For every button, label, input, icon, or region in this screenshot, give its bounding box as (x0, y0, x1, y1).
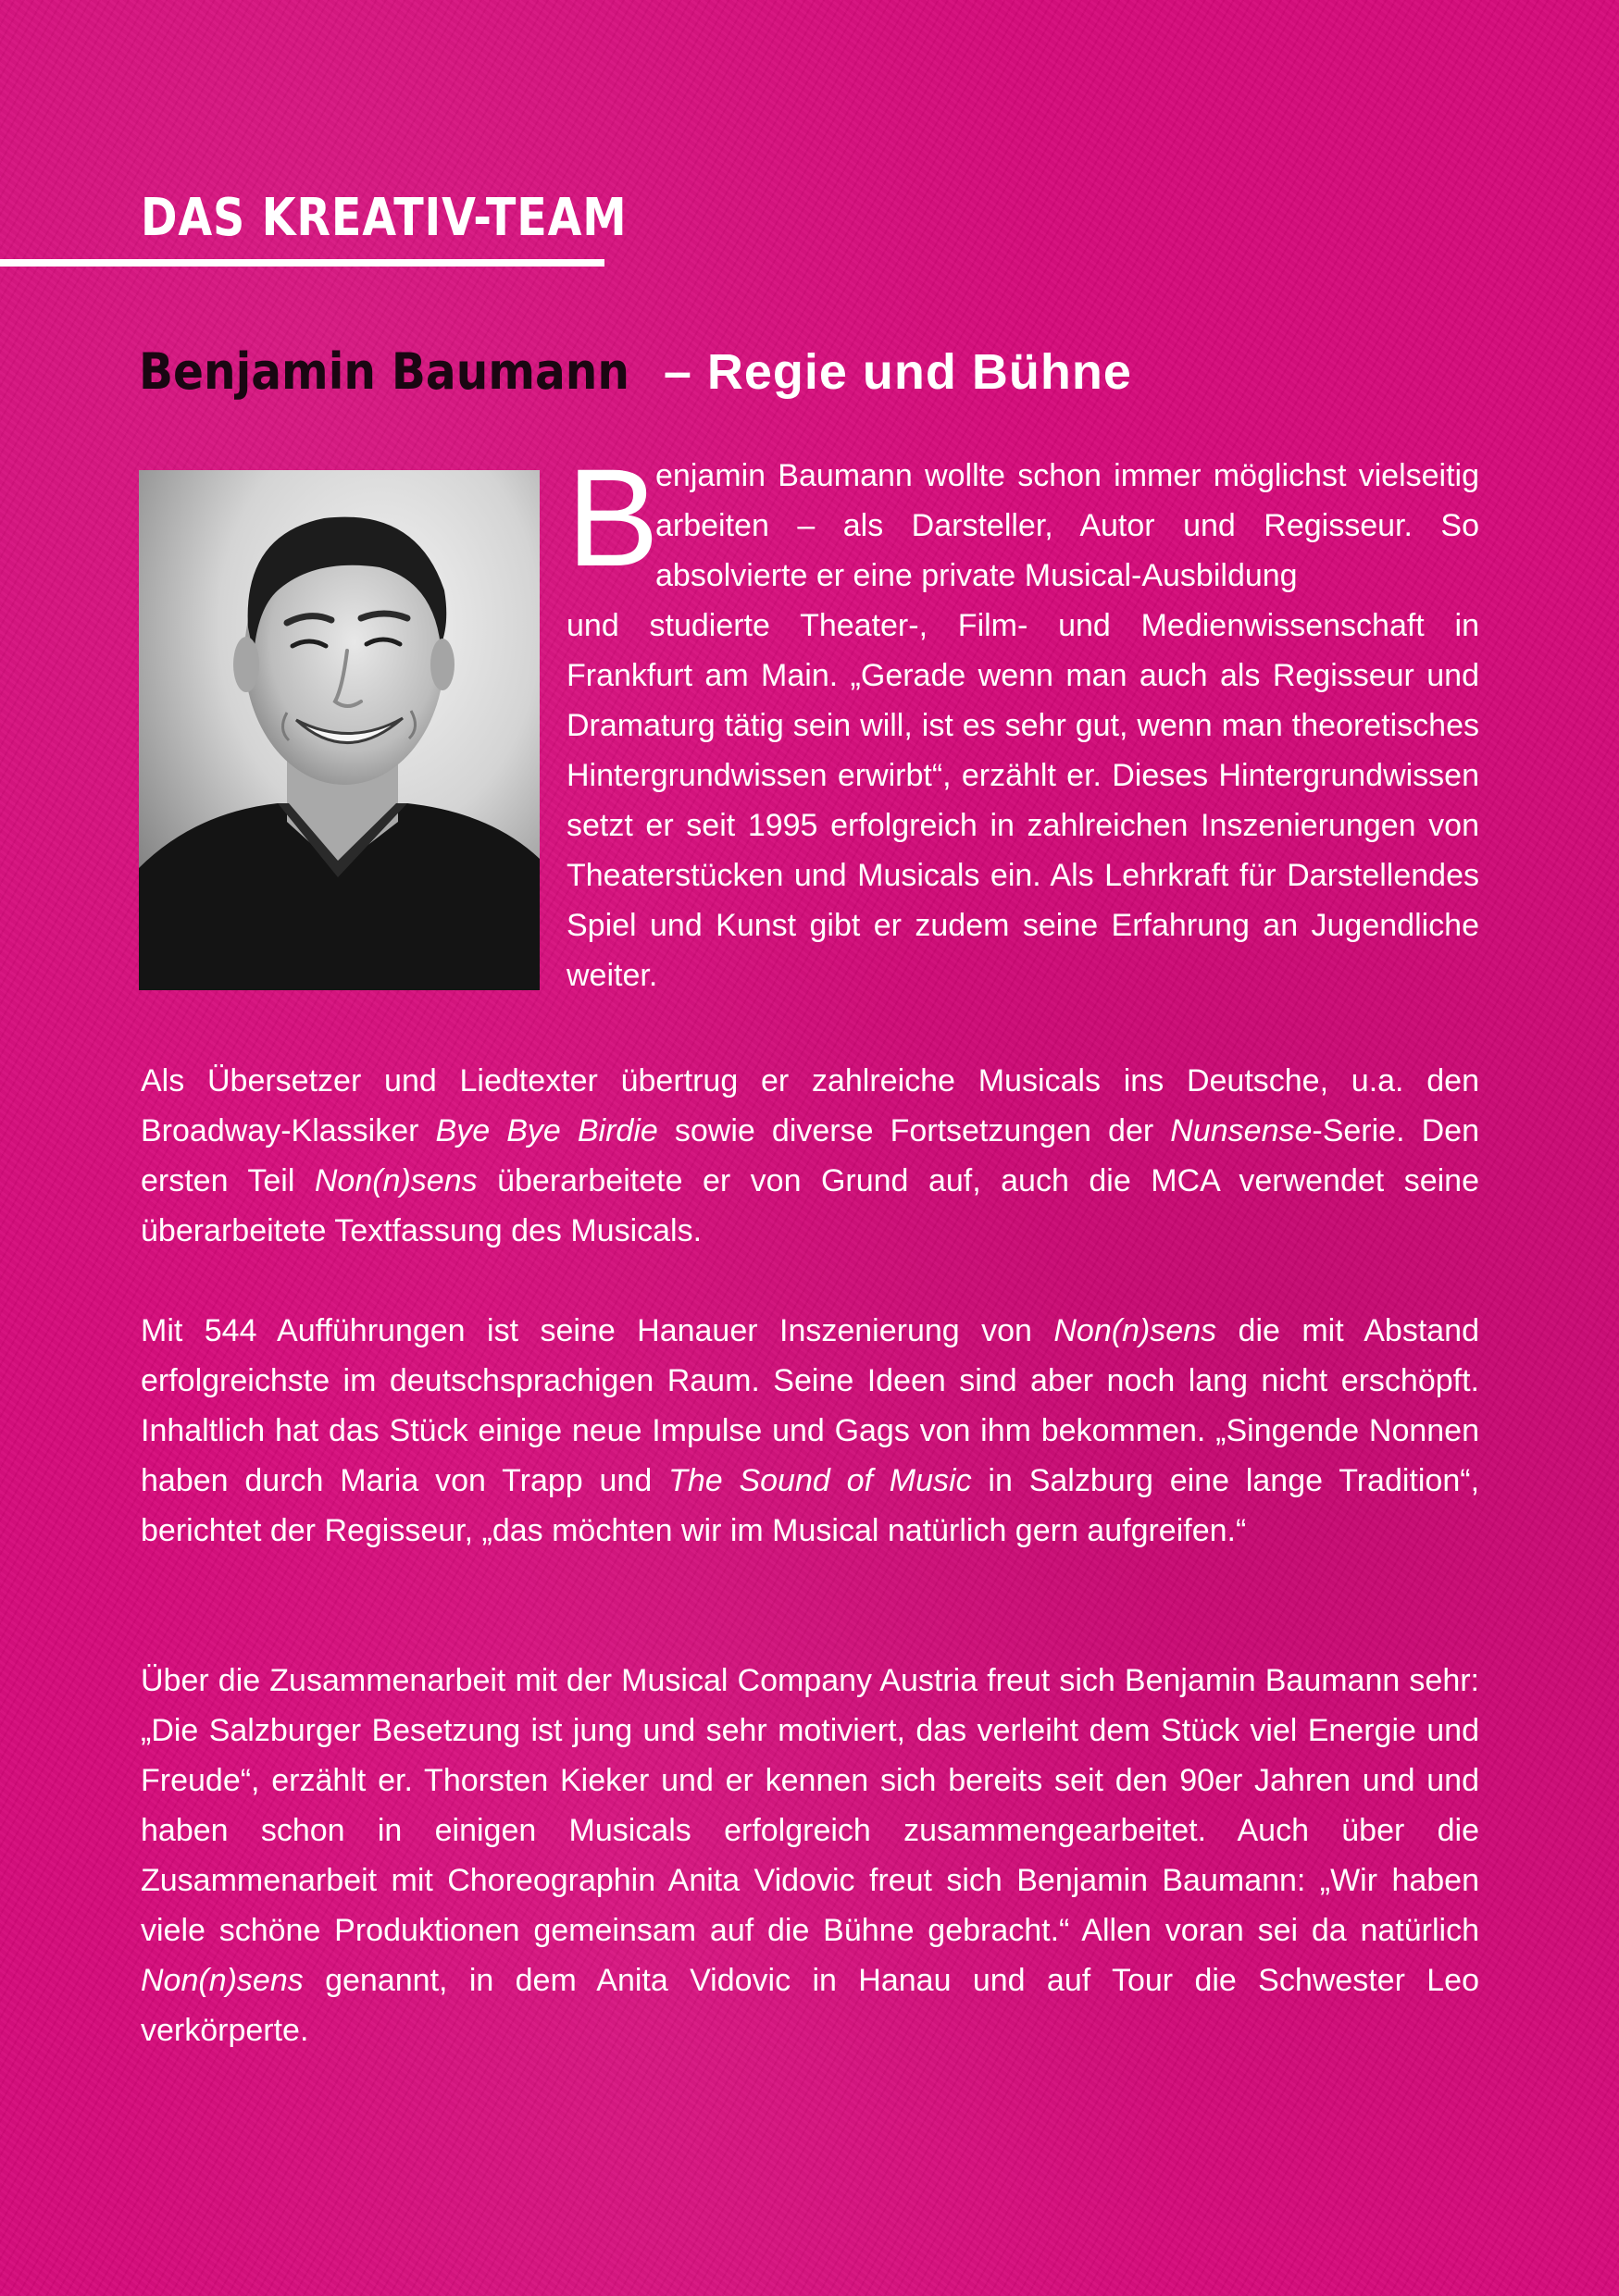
person-role: – Regie und Bühne (648, 344, 1132, 400)
person-heading (139, 342, 1132, 402)
text-run: überarbeitete er von Grund auf, auch die MCA verwendet seine überarbeitete Textfassung des Musicals. (141, 1163, 1480, 1248)
portrait-illustration (139, 470, 540, 990)
title-bye-bye-birdie: Bye Bye Birdie (435, 1113, 658, 1148)
text-run: -Serie. Den ersten Teil (141, 1113, 1479, 1198)
text-run: genannt, in dem Anita Vidovic in Hanau und auf Tour die Schwester Leo verkörperte. (141, 1963, 1479, 2048)
paragraph-collaboration (141, 1656, 1479, 2055)
drop-cap: B (567, 440, 660, 595)
person-name: Benjamin Baumann (139, 342, 629, 401)
title-nonnsens: Non(n)sens (314, 1163, 478, 1198)
portrait-photo (139, 470, 540, 990)
text-run: Als Übersetzer und Liedtexter übertrug er zahlreiche Musicals ins Deutsche, u.a. den Broadway-Klassiker (141, 1063, 1479, 1148)
title-nonnsens: Non(n)sens (141, 1963, 304, 1998)
title-sound-of-music: The Sound of Music (668, 1463, 972, 1498)
text-run: Mit 544 Aufführungen ist seine Hanauer Inszenierung von (141, 1313, 1054, 1348)
section-title: DAS KREATIV-TEAM (141, 188, 628, 248)
text-run: Über die Zusammenarbeit mit der Musical Company Austria freut sich Benjamin Baumann sehr: „Die Salzburger Besetzung ist jung und sehr motiviert, das verleiht dem Stück viel Energie und Freude“, erzählt er. Thorsten Kieker und er kennen sich bereits seit den 90er Jahren und und haben schon in einigen Musicals erfolgreich zusammengearbeitet. Auch über die Zusammenarbeit mit Choreographin Anita Vidovic freut sich Benjamin Baumann: „Wir haben viele schöne Produktionen gemeinsam auf die Bühne gebracht.“ Allen voran sei da natürlich (141, 1663, 1479, 1948)
title-underline (0, 259, 604, 267)
text-run: in Salzburg eine lange Tradition“, berichtet der Regisseur, „das möchten wir im Musical natürlich gern aufgreifen.“ (141, 1463, 1480, 1548)
paragraph-translations (141, 1056, 1479, 1256)
intro-first-lines: enjamin Baumann wollte schon immer möglichst vielseitig arbeiten – als Darsteller, Autor und Regisseur. So absolvierte er eine private Musical-Ausbildung (655, 458, 1479, 593)
text-run: die mit Abstand erfolgreichste im deutschsprachigen Raum. Seine Ideen sind aber noch lang nicht erschöpft. Inhaltlich hat das Stück einige neue Impulse und Gags von ihm bekommen. „Singende Nonnen haben durch Maria von Trapp und (141, 1313, 1479, 1498)
paragraph-hanau-production (141, 1306, 1479, 1556)
intro-paragraph: und studierte Theater-, Film- und Medienwissenschaft in Frankfurt am Main. „Gerade wenn man auch als Regisseur und Dramaturg tätig sein will, ist es sehr gut, wenn man theoretisches Hintergrundwissen erwirbt“, erzählt er. Dieses Hintergrundwissen setzt er seit 1995 erfolgreich in zahlreichen Inszenierungen von Theaterstücken und Musicals ein. Als Lehrkraft für Darstellendes Spiel und Kunst gibt er zudem seine Erfahrung an Jugendliche weiter. (567, 608, 1479, 993)
text-run: sowie diverse Fortsetzungen der (657, 1113, 1171, 1148)
title-nunsense: Nunsense (1170, 1113, 1313, 1148)
title-nonnsens: Non(n)sens (1053, 1313, 1217, 1348)
